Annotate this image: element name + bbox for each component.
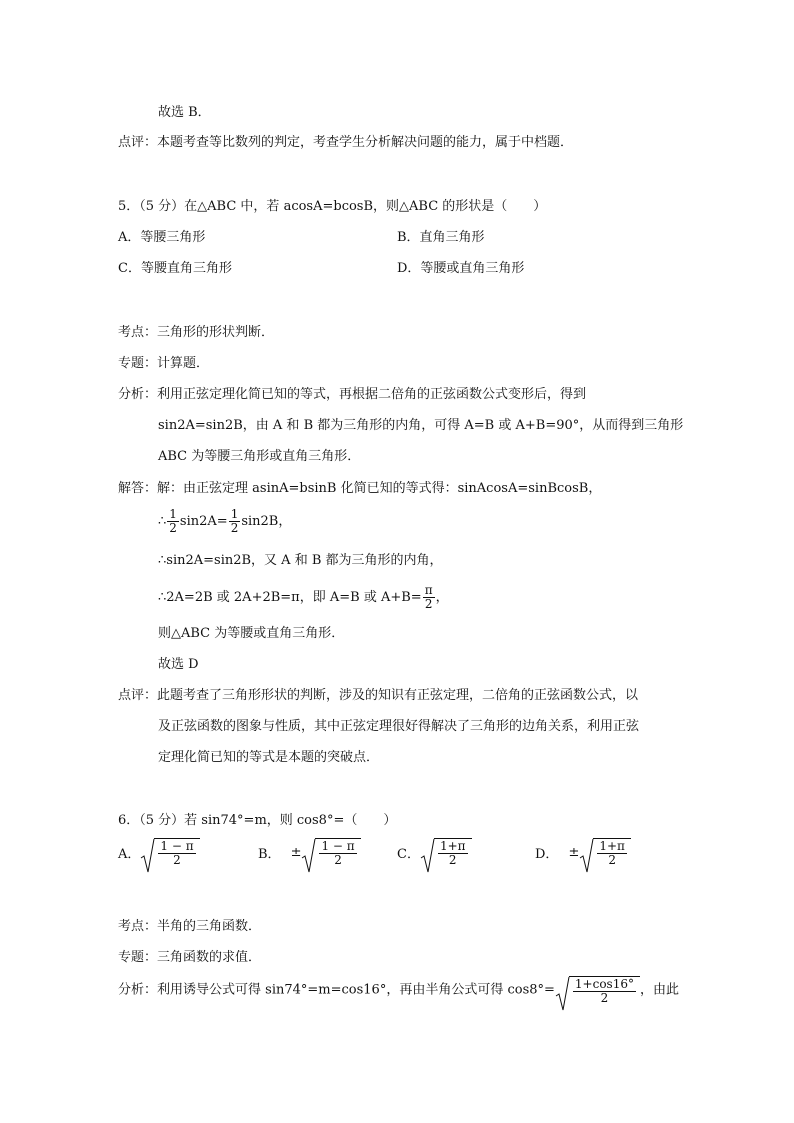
frac-num-2: 1 — [230, 507, 239, 521]
q5-option-a: A．等腰三角形 — [118, 230, 206, 245]
sqrt-num: 1+cos16° — [574, 977, 634, 991]
kaodian-label: 考点： — [118, 919, 158, 934]
fenxi-line-3: ABC 为等腰三角形或直角三角形． — [158, 449, 361, 464]
frac-pi-den: 2 — [424, 597, 433, 611]
dianping-line-2: 及正弦函数的图象与性质，其中正弦定理很好得解决了三角形的边角关系，利用正弦 — [158, 719, 640, 734]
fraction-half-2 — [229, 508, 241, 535]
q6-option-b — [258, 838, 361, 867]
fenxi-pre: 利用诱导公式可得 sin74°=m=cos16°，再由半角公式可得 cos8°= — [157, 982, 555, 998]
sqrt-expression — [140, 838, 199, 867]
option-label: B． — [258, 847, 281, 862]
frac-den-2: 2 — [230, 521, 239, 535]
sqrt-num: 1 − π — [160, 839, 194, 853]
q5-jieda — [118, 480, 601, 498]
jieda-rhs: sin2B， — [241, 514, 292, 529]
jieda-4-pre: ∴2A=2B 或 2A+2B=π，即 A=B 或 A+B= — [158, 590, 422, 605]
radical-sign — [301, 838, 316, 874]
jieda-line-2 — [158, 508, 291, 535]
option-label: A． — [118, 847, 141, 862]
q5-fenxi — [118, 386, 586, 404]
jieda-4-post: ， — [435, 590, 449, 605]
fenxi-label: 分析： — [118, 387, 158, 402]
sqrt-num: 1 − π — [321, 839, 355, 853]
sqrt-den: 2 — [608, 853, 616, 867]
q5-kaodian — [118, 324, 274, 342]
fraction-half — [167, 508, 179, 535]
sqrt-num: 1+π — [439, 839, 466, 853]
q6-stem: 6．（5 分）若 sin74°=m，则 cos8°=（ ） — [118, 813, 397, 828]
jieda-line-1: 解：由正弦定理 asinA=bsinB 化简已知的等式得：sinAcosA=sinBcosB， — [157, 481, 602, 496]
q6-zhuanti — [118, 949, 261, 967]
jieda-line-5: 则△ABC 为等腰或直角三角形． — [158, 626, 345, 641]
radical-sign — [140, 838, 155, 874]
prev-comment — [118, 134, 573, 152]
sqrt-expression — [579, 838, 631, 867]
zhuanti-text: 三角函数的求值． — [157, 950, 262, 965]
zhuanti-label: 专题： — [118, 950, 158, 965]
option-label: D． — [535, 847, 559, 862]
therefore-symbol: ∴ — [158, 514, 167, 529]
frac-pi-num: π — [424, 583, 433, 597]
radical-sign — [555, 976, 570, 1012]
radical-sign — [579, 838, 594, 874]
q5-zhuanti — [118, 355, 209, 373]
sqrt-den: 2 — [600, 991, 609, 1005]
sqrt-expression — [420, 838, 472, 867]
sqrt-expression — [555, 976, 640, 1005]
radical-sign — [420, 838, 435, 874]
jieda-line-4 — [158, 584, 449, 611]
q5-option-c: C．等腰直角三角形 — [118, 261, 232, 276]
q6-fenxi — [118, 976, 679, 1005]
sqrt-num: 1+π — [599, 839, 625, 853]
q5-stem: 5．（5 分）在△ABC 中，若 acosA=bcosB，则△ABC 的形状是（ ） — [118, 199, 547, 214]
q5-option-d: D．等腰或直角三角形 — [397, 261, 525, 276]
fraction-pi-half — [423, 584, 435, 611]
jieda-line-6: 故选 D — [158, 657, 199, 672]
zhuanti-text: 计算题． — [157, 356, 210, 371]
jieda-line-3: ∴sin2A=sin2B，又 A 和 B 都为三角形的内角， — [158, 553, 443, 568]
sqrt-expression — [301, 838, 360, 867]
kaodian-label: 考点： — [118, 325, 158, 340]
q5-option-b: B．直角三角形 — [397, 230, 485, 245]
q6-option-d — [535, 838, 631, 867]
frac-den: 2 — [169, 521, 177, 535]
frac-num: 1 — [169, 507, 177, 521]
dianping-line-3: 定理化简已知的等式是本题的突破点． — [158, 750, 380, 765]
option-label: C． — [397, 847, 420, 862]
dianping-label: 点评： — [118, 688, 158, 703]
jieda-lhs: sin2A= — [179, 514, 228, 529]
prev-answer: 故选 B． — [158, 105, 211, 120]
fenxi-label: 分析： — [118, 982, 158, 998]
comment-label: 点评： — [118, 135, 158, 150]
fenxi-line-1: 利用正弦定理化简已知的等式，再根据二倍角的正弦函数公式变形后，得到 — [157, 387, 587, 402]
q5-dianping — [118, 687, 638, 705]
q6-option-c — [397, 838, 472, 867]
comment-text: 本题考查等比数列的判定，考查学生分析解决问题的能力，属于中档题． — [157, 135, 574, 150]
q6-option-a — [118, 838, 200, 867]
fenxi-line-2: sin2A=sin2B，由 A 和 B 都为三角形的内角，可得 A=B 或 A+B=90°，从而得到三角形 — [158, 418, 684, 433]
jieda-label: 解答： — [118, 481, 158, 496]
sqrt-den: 2 — [448, 853, 457, 867]
sqrt-den: 2 — [173, 853, 181, 867]
kaodian-text: 三角形的形状判断． — [157, 325, 275, 340]
dianping-line-1: 此题考查了三角形形状的判断，涉及的知识有正弦定理，二倍角的正弦函数公式，以 — [157, 688, 639, 703]
sqrt-den: 2 — [334, 853, 342, 867]
kaodian-text: 半角的三角函数． — [157, 919, 262, 934]
zhuanti-label: 专题： — [118, 356, 158, 371]
q6-kaodian — [118, 918, 261, 936]
option-sign: ± — [290, 845, 302, 860]
option-sign: ± — [568, 845, 580, 860]
fenxi-post: ，由此 — [639, 982, 679, 998]
